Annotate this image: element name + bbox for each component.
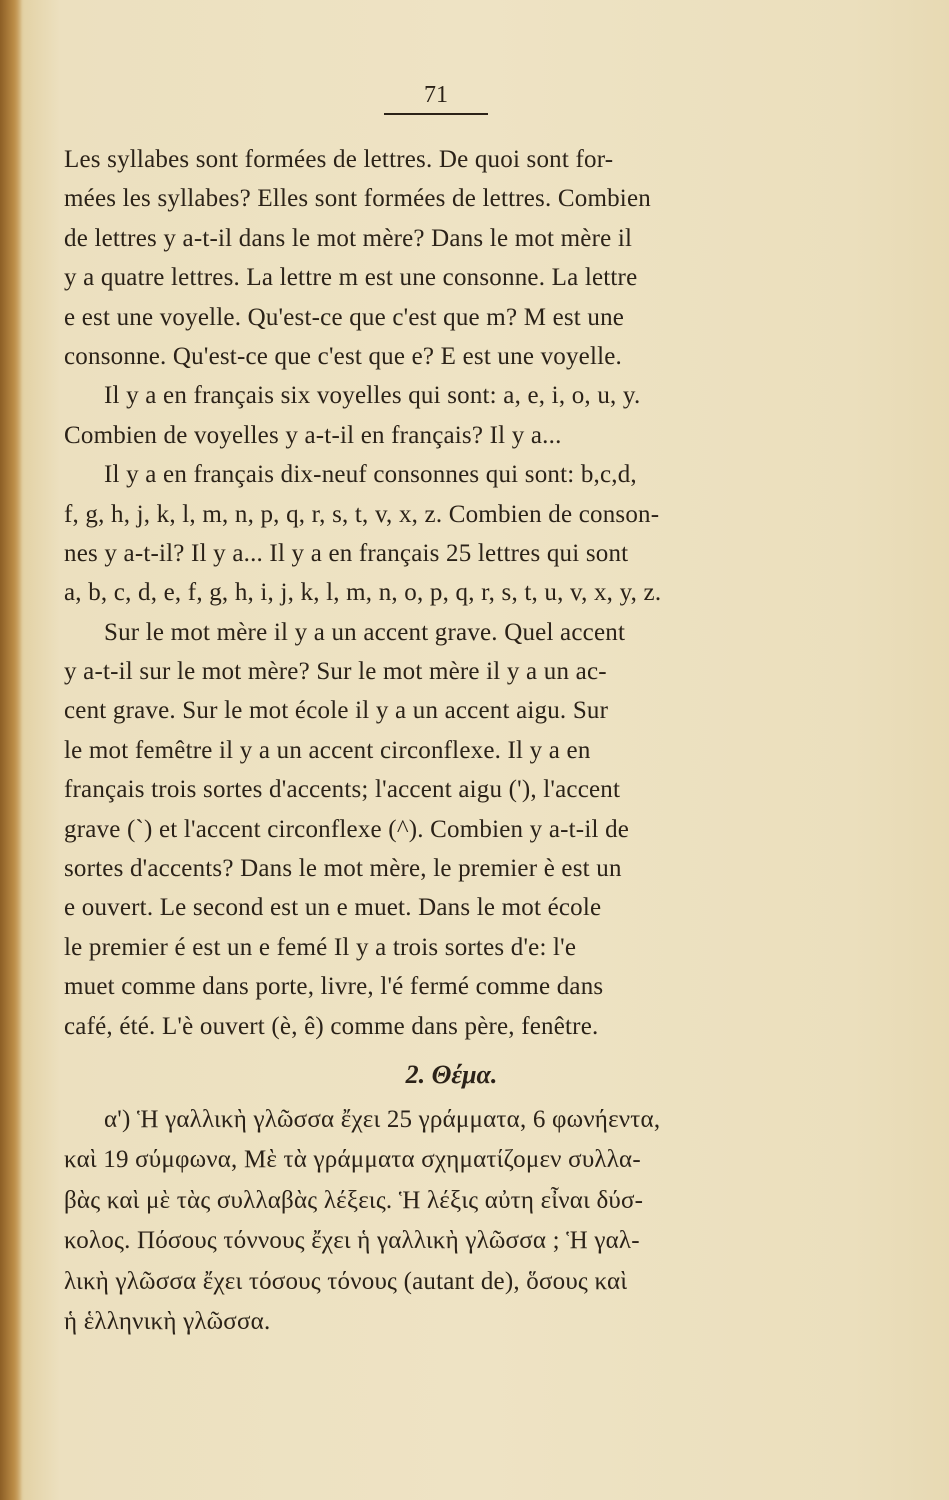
text-line: le premier é est un e femé Il y a trois sortes d'e: l'e: [64, 933, 577, 961]
text-line: le mot femêtre il y a un accent circonflexe. Il y a en: [64, 736, 591, 764]
text-line: α') Ἡ γαλλικὴ γλῶσσα ἔχει 25 γράμματα, 6 φωνήεντα,: [104, 1105, 661, 1133]
text-line: Il y a en français six voyelles qui sont: a, e, i, o, u, y.: [104, 382, 641, 410]
text-line: καὶ 19 σύμφωνα, Μὲ τὰ γράμματα σχηματίζομεν συλλα-: [64, 1146, 641, 1174]
text-line: mées les syllabes? Elles sont formées de lettres. Combien: [64, 185, 651, 213]
page-number-rule: [384, 113, 488, 115]
section-heading: 2. Θέμα.: [405, 1059, 498, 1089]
text-line: café, été. L'è ouvert (è, ê) comme dans père, fenêtre.: [64, 1012, 599, 1040]
text-line: e est une voyelle. Qu'est-ce que c'est que m? M est une: [64, 303, 625, 331]
page-number: 71: [424, 82, 448, 108]
text-line: f, g, h, j, k, l, m, n, p, q, r, s, t, v, x, z. Combien de conson-: [64, 500, 660, 528]
text-line: a, b, c, d, e, f, g, h, i, j, k, l, m, n, o, p, q, r, s, t, u, v, x, y, z.: [64, 579, 662, 607]
text-line: Combien de voyelles y a-t-il en français? Il y a...: [64, 421, 562, 449]
text-line: muet comme dans porte, livre, l'é fermé comme dans: [64, 973, 604, 1001]
text-line: français trois sortes d'accents; l'accent aigu ('), l'accent: [64, 776, 621, 804]
text-line: Il y a en français dix-neuf consonnes qui sont: b,c,d,: [104, 461, 637, 489]
french-text: [64, 140, 839, 1343]
text-line: cent grave. Sur le mot école il y a un accent aigu. Sur: [64, 697, 609, 725]
text-line: Sur le mot mère il y a un accent grave. Quel accent: [104, 618, 626, 646]
text-line: sortes d'accents? Dans le mot mère, le premier è est un: [64, 855, 622, 883]
text-line: ἡ ἑλληνικὴ γλῶσσα.: [64, 1308, 271, 1336]
text-line: βὰς καὶ μὲ τὰς συλλαβὰς λέξεις. Ἡ λέξις αὐτη εἶναι δύσ-: [64, 1186, 644, 1214]
text-line: λικὴ γλῶσσα ἔχει τόσους τόνους (autant de), ὅσους καὶ: [64, 1267, 628, 1295]
greek-text: [64, 1100, 839, 1343]
text-line: κολος. Πόσους τόννους ἔχει ἡ γαλλικὴ γλῶσσα ; Ἡ γαλ-: [64, 1227, 640, 1255]
text-line: grave (`) et l'accent circonflexe (^). Combien y a-t-il de: [64, 815, 630, 843]
text-line: Les syllabes sont formées de lettres. De quoi sont for-: [64, 146, 614, 173]
text-line: y a-t-il sur le mot mère? Sur le mot mère il y a un ac-: [64, 658, 607, 686]
text-line: consonne. Qu'est-ce que c'est que e? E est une voyelle.: [64, 342, 622, 370]
text-line: de lettres y a-t-il dans le mot mère? Dans le mot mère il: [64, 224, 633, 252]
text-line: y a quatre lettres. La lettre m est une consonne. La lettre: [64, 264, 638, 292]
text-line: e ouvert. Le second est un e muet. Dans le mot école: [64, 894, 602, 922]
book-spine: [0, 0, 22, 1500]
text-line: nes y a-t-il? Il y a... Il y a en français 25 lettres qui sont: [64, 539, 629, 567]
